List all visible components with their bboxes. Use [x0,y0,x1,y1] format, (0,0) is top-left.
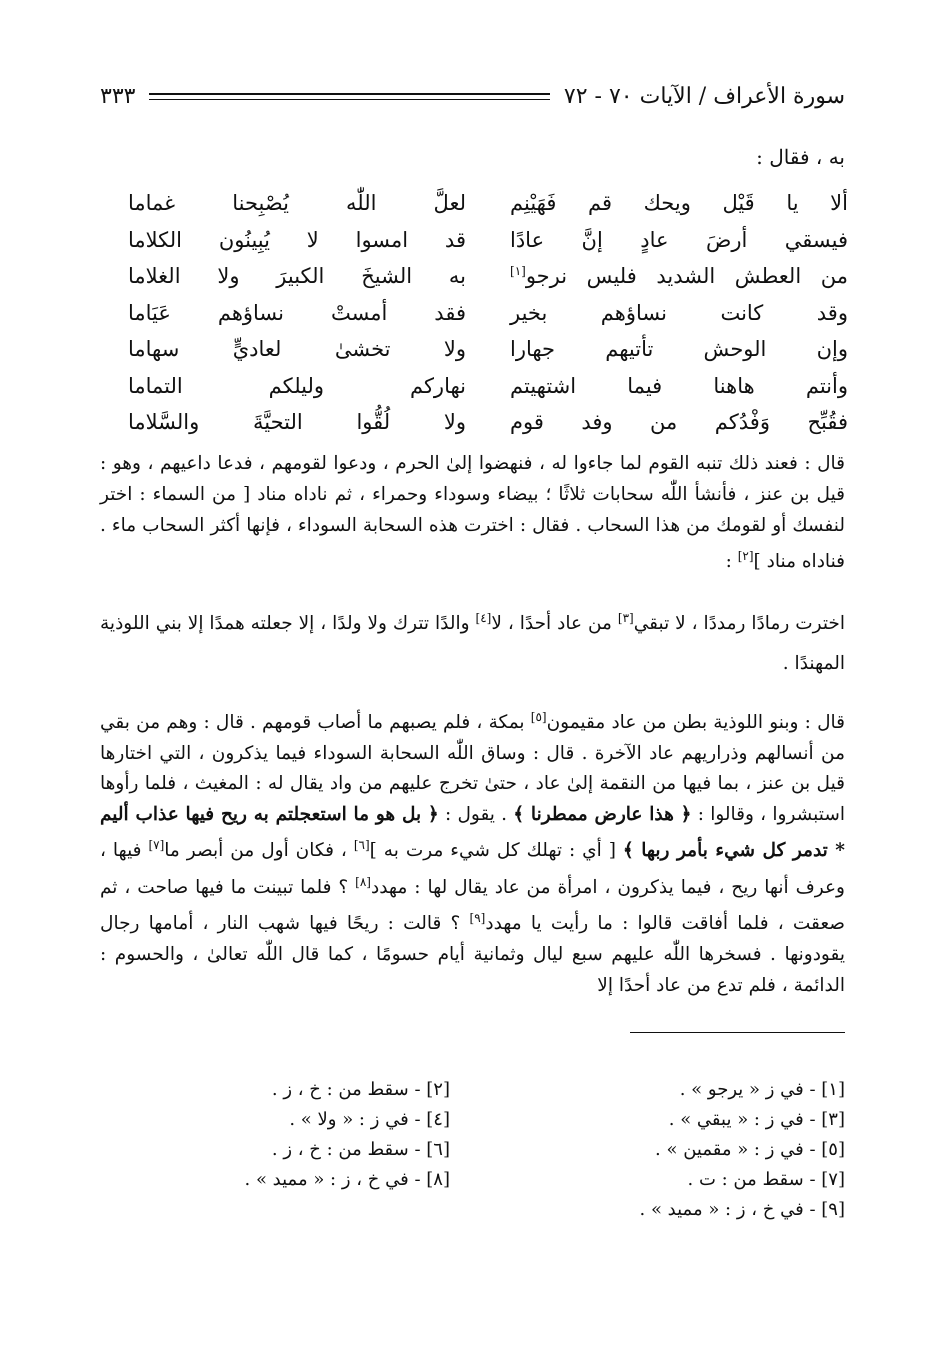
poem-verse [128,185,848,222]
paragraph-text: ؟ قالت : ريحًا فيها شهب النار ، أمامها رجال يقودونها . فسخرها اللّٰه عليهم سبع ليال وثمانية أيام حسومًا ، كما قال اللّٰه تعالىٰ ، والحسوم : الدائمة ، فلم تدع من عاد أحدًا إلا [100,913,845,996]
verse-first-hemistich [510,264,848,288]
paragraph-text: قال : وبنو اللوذية بطن من عاد مقيمون [546,712,845,734]
footnote-marker: [٧] [148,838,165,853]
footnote: [٣] - في ز : « يبقي » . [668,1109,845,1130]
verse-second-hemistich: به الشيخَ الكبيرَ ولا الغلاما [128,264,466,289]
footnote: [٢] - سقط من : خ ، ز . [271,1079,450,1100]
verse-first-hemistich: وإن الوحش تأتيهم جهارا [510,337,848,362]
footnote: [٤] - في ز : « ولا » . [289,1109,450,1130]
verse-second-hemistich: فقد أمستْ نساؤهم عَيَاما [128,300,466,325]
paragraph-text: والدًا تترك ولا ولدًا ، إلا جعلته همدًا إلا بني اللوذية المهندًا . [100,613,845,675]
footnotes-column-right [505,1075,845,1225]
footnote-marker: [٩] [469,911,486,926]
paragraph-text: : [725,551,738,573]
verse-first-hemistich: ألا يا قَيْل ويحك قم فَهَيْنِم [510,191,848,216]
paragraph-clouds [100,448,845,577]
verse-second-hemistich: نهاركم وليلكم التماما [128,373,466,398]
quran-quote: ﴿ بل هو ما استعجلتم به ريح فيها عذاب أليم * تدمر كل شيء بأمر ربها ﴾ [100,803,845,862]
page-header [100,78,845,114]
paragraph-text: اخترت رمادًا رمددًا ، لا تبقي [633,613,846,635]
poem [128,185,848,441]
verse-first-hemistich: فيسقي أرضَ عادٍ إنَّ عادًا [510,227,848,252]
verse-first-hemistich: فقُبِّح وَفْدُكم من وفد قوم [510,410,848,435]
footnote: [٦] - سقط من : خ ، ز . [271,1139,450,1160]
verse-first-hemistich: وأنتم هاهنا فيما اشتهيتم [510,373,848,398]
footnote-marker: [٨] [355,874,371,889]
paragraph-text: بمكة ، فلم يصبهم ما أصاب قومهم . قال : وهم من بقي من أنسالهم وذراريهم عاد الآخرة . قال : وساق اللّٰه السحابة السوداء فيما يذكرون ، التي اختارها قيل بن عنز ، بما فيها من النقمة إلىٰ عاد ، حتىٰ تخرج عليهم من واد يقال له : المغيث ، فلما رأوها استبشروا ، وقالوا : [100,712,845,825]
poem-verse [128,258,848,295]
poem-verse [128,368,848,405]
intro-line: به ، فقال : [756,145,845,169]
paragraph-narrative [100,702,845,1001]
footnotes-column-left [170,1075,450,1195]
footnote-marker: [٥] [530,710,547,724]
footnote: [٨] - في خ ، ز : « مميد » . [244,1169,450,1190]
running-title: سورة الأعراف / الآيات ٧٠ - ٧٢ [563,83,845,109]
poem-verse [128,222,848,259]
poem-verse [128,404,848,441]
verse-second-hemistich: لعلَّ اللّٰه يُصْبِحنا غماما [128,191,466,216]
footnote-marker: [١] [510,264,526,279]
paragraph-text: [ أي : تهلك كل شيء مرت به ] [369,840,623,862]
poem-verse [128,331,848,368]
footnote-marker: [٤] [475,611,492,625]
paragraph-text: فيها ، وعرف أنها ريح ، فيما يذكرون ، امرأة من عاد يقال لها : مهدد [100,840,845,898]
footnote: [٧] - سقط من : ت . [687,1169,845,1190]
header-rule [149,93,549,100]
page-number: ٣٣٣ [100,83,136,109]
footnote-separator [630,1032,845,1033]
verse-first-hemistich: وقد كانت نساؤهم بخير [510,300,848,325]
paragraph-text: ، فكان أول من أبصر ما [164,840,354,862]
verse-text: من العطش الشديد فليس نرجو [525,264,848,289]
footnote: [١] - في ز « يرجو » . [679,1079,845,1100]
paragraph-text: . يقول : [438,803,514,825]
verse-second-hemistich: ولا تخشىٰ لعاديٍّ سهاما [128,337,466,362]
paragraph-chant [100,598,845,684]
poem-verse [128,295,848,332]
footnote: [٩] - في خ ، ز : « مميد » . [639,1199,845,1220]
paragraph-text: قال : فعند ذلك تنبه القوم لما جاءوا له ، فنهضوا إلىٰ الحرم ، ودعوا لقومهم ، فدعا داعيهم ، وهو : قيل بن عنز ، فأنشأ اللّٰه سحابات ثلاثًا ؛ بيضاء وسوداء وحمراء ، ثم ناداه مناد [ من السماء : اختر لنفسك أو لقومك من هذا السحاب . فقال : اخترت هذه السحابة السوداء ، فإنها أكثر السحاب ماء . فناداه مناد ] [100,453,845,573]
paragraph-text: ؟ فلما تبينت ما فيها صاحت ، ثم صعقت ، فلما أفاقت قالوا : ما رأيت يا مهدد [100,876,845,935]
footnote: [٥] - في ز : « مقمين » . [655,1139,845,1160]
footnote-marker: [٦] [353,838,370,853]
verse-second-hemistich: قد امسوا لا يُبِينُون الكلاما [128,227,466,252]
quran-quote: ﴿ هذا عارض ممطرنا ﴾ [513,803,692,825]
footnote-marker: [٢] [737,549,754,563]
footnote-marker: [٣] [617,611,634,625]
paragraph-text: من عاد أحدًا ، لا [491,613,618,635]
verse-second-hemistich: ولا لُقُّوا التحيَّةَ والسَّلاما [128,410,466,435]
